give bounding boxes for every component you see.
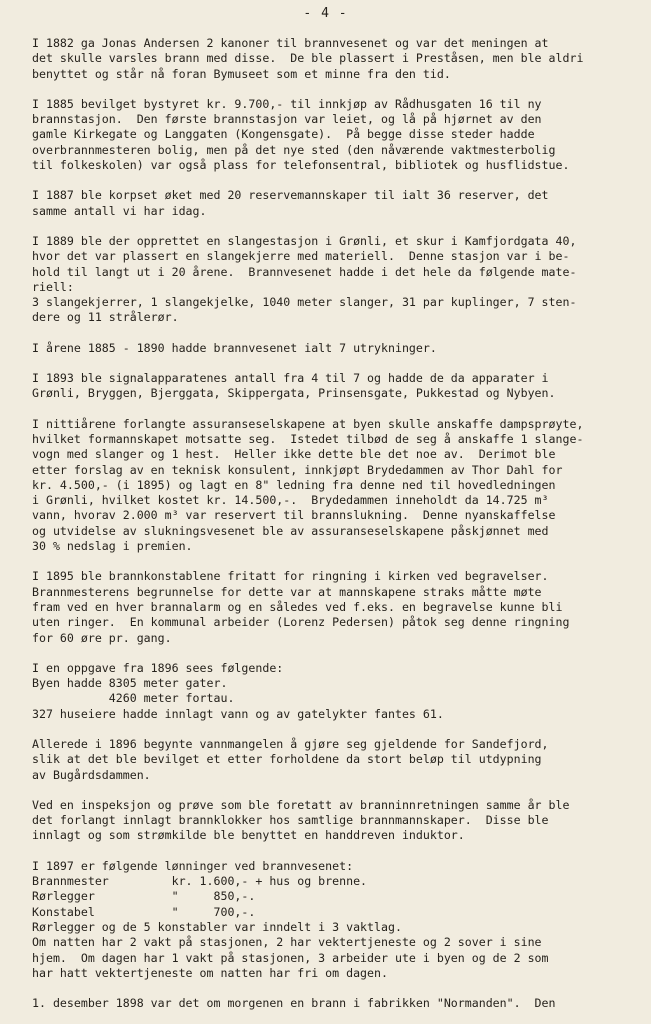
text-line: vann, hvorav 2.000 m³ var reservert til brannslukning. Denne nyanskaffelse xyxy=(32,508,556,523)
text-line: 30 % nedslag i premien. xyxy=(32,539,193,554)
paragraph-1897-lonninger xyxy=(32,859,638,981)
text-line: samme antall vi har idag. xyxy=(32,203,207,218)
paragraph-1896-vannmangel xyxy=(32,737,638,783)
text-line: hold til langt ut i 20 årene. Brannvesenet hadde i det hele da følgende mate- xyxy=(32,264,577,279)
text-line: benyttet og står nå foran Bymuseet som et minne fra den tid. xyxy=(32,66,451,81)
paragraph-1896-oppgave xyxy=(32,661,638,722)
paragraph-1893-signalapparater xyxy=(32,371,638,402)
text-line: brannstasjon. Den første brannstasjon var leiet, og lå på hjørnet av den xyxy=(32,112,542,127)
text-line: I 1887 ble korpset øket med 20 reservemannskaper til ialt 36 reserver, det xyxy=(32,188,549,203)
text-line: av Bugårdsdammen. xyxy=(32,767,151,782)
paragraph-1885-brannstasjon xyxy=(32,97,638,173)
text-line: 3 slangekjerrer, 1 slangekjelke, 1040 meter slanger, 31 par kuplinger, 7 sten- xyxy=(32,295,577,310)
text-line: overbrannmesteren bolig, men på det nye sted (den nåværende vaktmesterbolig xyxy=(32,142,556,157)
text-line: I nittiårene forlangte assuranseselskapene at byen skulle anskaffe dampsprøyte, xyxy=(32,416,584,431)
text-line: gamle Kirkegate og Langgaten (Kongensgate). På begge disse steder hadde xyxy=(32,127,535,142)
text-line: Rørlegger " 850,-. xyxy=(32,889,256,904)
text-line: I 1893 ble signalapparatenes antall fra 4 til 7 og hadde de da apparater i xyxy=(32,371,549,386)
text-line: I årene 1885 - 1890 hadde brannvesenet ialt 7 utrykninger. xyxy=(32,340,437,355)
text-line: uten ringer. En kommunal arbeider (Lorenz Pedersen) påtok seg denne ringning xyxy=(32,615,570,630)
paragraph-1898-brann xyxy=(32,996,638,1011)
text-line: Brannmester kr. 1.600,- + hus og brenne. xyxy=(32,874,368,889)
text-line: I en oppgave fra 1896 sees følgende: xyxy=(32,660,284,675)
text-line: riell: xyxy=(32,279,74,294)
paragraph-1889-slangestasjon xyxy=(32,234,638,326)
text-line: hvilket formannskapet motsatte seg. Istedet tilbød de seg å anskaffe 1 slange- xyxy=(32,431,584,446)
document-body xyxy=(32,36,638,1011)
text-line: til folkeskolen) var også plass for telefonsentral, bibliotek og husflidstue. xyxy=(32,158,570,173)
text-line: Om natten har 2 vakt på stasjonen, 2 har vektertjeneste og 2 sover i sine xyxy=(32,935,542,950)
text-line: fram ved en hver brannalarm og en således ved f.eks. en begravelse kunne bli xyxy=(32,599,563,614)
text-line: vogn med slanger og 1 hest. Heller ikke dette ble det noe av. Derimot ble xyxy=(32,447,556,462)
text-line: etter forslag av en teknisk konsulent, innkjøpt Brydedammen av Thor Dahl for xyxy=(32,462,563,477)
text-line: Grønli, Bryggen, Bjerggata, Skippergata, Prinsensgate, Pukkestad og Nybyen. xyxy=(32,386,556,401)
text-line: hvor det var plassert en slangekjerre med materiell. Denne stasjon var i be- xyxy=(32,249,570,264)
text-line: 1. desember 1898 var det om morgenen en brann i fabrikken "Normanden". Den xyxy=(32,996,556,1011)
text-line: hjem. Om dagen har 1 vakt på stasjonen, 3 arbeider ute i byen og de 2 som xyxy=(32,950,549,965)
text-line: dere og 11 strålerør. xyxy=(32,310,179,325)
text-line: har hatt vektertjeneste om natten har fri om dagen. xyxy=(32,965,388,980)
text-line: slik at det ble bevilget et etter forholdene da stort beløp til utdypning xyxy=(32,752,542,767)
text-line: det forlangt innlagt brannklokker hos samtlige brannmannskaper. Disse ble xyxy=(32,813,549,828)
text-line: 4260 meter fortau. xyxy=(32,691,235,706)
text-line: Ved en inspeksjon og prøve som ble foretatt av branninnretningen samme år ble xyxy=(32,797,570,812)
text-line: Byen hadde 8305 meter gater. xyxy=(32,676,228,691)
paragraph-1895-ringning xyxy=(32,569,638,645)
text-line: I 1885 bevilget bystyret kr. 9.700,- til innkjøp av Rådhusgaten 16 til ny xyxy=(32,96,542,111)
paragraph-utrykninger xyxy=(32,341,638,356)
text-line: 327 huseiere hadde innlagt vann og av gatelykter fantes 61. xyxy=(32,706,444,721)
text-line: Allerede i 1896 begynte vannmangelen å gjøre seg gjeldende for Sandefjord, xyxy=(32,736,549,751)
paragraph-nittiarene xyxy=(32,417,638,555)
text-line: og utvidelse av slukningsvesenet ble av assuranseselskapene påskjønnet med xyxy=(32,523,549,538)
page-number: - 4 - xyxy=(303,6,348,21)
text-line: det skulle varsles brann med disse. De ble plassert i Preståsen, men ble aldri xyxy=(32,51,584,66)
paragraph-inspeksjon xyxy=(32,798,638,844)
text-line: innlagt og som strømkilde ble benyttet en handdreven induktor. xyxy=(32,828,465,843)
text-line: I 1897 er følgende lønninger ved brannvesenet: xyxy=(32,858,354,873)
text-line: kr. 4.500,- (i 1895) og lagt en 8" ledning fra denne ned til hovedledningen xyxy=(32,477,556,492)
text-line: I 1882 ga Jonas Andersen 2 kanoner til brannvesenet og var det meningen at xyxy=(32,36,549,50)
text-line: for 60 øre pr. gang. xyxy=(32,630,172,645)
text-line: Konstabel " 700,-. xyxy=(32,904,256,919)
paragraph-1887-korpset xyxy=(32,188,638,219)
text-line: I 1889 ble der opprettet en slangestasjon i Grønli, et skur i Kamfjordgata 40, xyxy=(32,233,577,248)
text-line: i Grønli, hvilket kostet kr. 14.500,-. Brydedammen inneholdt da 14.725 m³ xyxy=(32,493,549,508)
text-line: Rørlegger og de 5 konstabler var inndelt i 3 vaktlag. xyxy=(32,919,402,934)
text-line: Brannmesterens begrunnelse for dette var at mannskapene straks måtte møte xyxy=(32,584,542,599)
text-line: I 1895 ble brannkonstablene fritatt for ringning i kirken ved begravelser. xyxy=(32,569,549,584)
paragraph-1882-kanoner xyxy=(32,36,638,82)
